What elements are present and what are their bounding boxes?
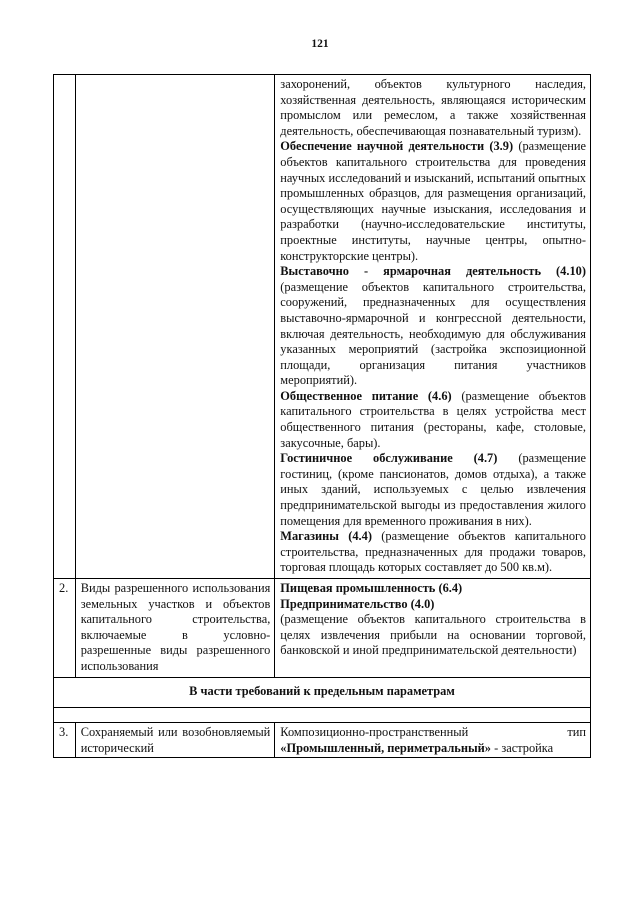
type-name: «Промышленный, периметральный» <box>280 740 491 755</box>
paragraph-text: (размещение объектов капитального строительства для проведения научных исследований и изысканий, испытаний опытных промышленных образцов, для размещения организаций, осуществляющих научные изыскания, исследования и разработки (научно-исследовательские институты, проектные институты, научные центры, опытно-конструкторские центры). <box>280 139 586 263</box>
row-description-text <box>280 725 586 755</box>
use-type-title: Магазины (4.4) <box>280 529 372 544</box>
spacer-cell <box>54 708 591 723</box>
row-name-text: Сохраняемый или возобновляемый исторический <box>80 725 271 755</box>
table-row-3 <box>54 723 591 758</box>
paragraph-text: Композиционно-пространственный тип <box>280 725 586 740</box>
row-number-cell <box>54 75 76 579</box>
row-number-cell: 3. <box>54 723 76 758</box>
paragraph-text: (размещение объектов капитального строительства, предназначенных для продажи товаров, торговая площадь которых составляет до 500 кв.м). <box>280 529 586 575</box>
paragraph-text: (размещение объектов капитального строительства, сооружений, предназначенных для осуществления выставочно-ярмарочной и конгрессной деятельности, включая деятельность, необходимую для обслуживания указанных мероприятий (застройка экспозиционной площади, организация питания участников мероприятий). <box>280 279 586 388</box>
row-number-cell: 2. <box>54 579 76 678</box>
spacer-row <box>54 708 591 723</box>
row-name-cell <box>75 75 275 579</box>
row-description-cell <box>275 723 591 758</box>
use-type-title: Пищевая промышленность (6.4) <box>280 581 463 595</box>
row-description-cell <box>275 75 591 579</box>
section-header-row <box>54 677 591 708</box>
page-number: 121 <box>311 38 329 50</box>
paragraph-text: - застройка <box>491 740 554 755</box>
section-header: В части требований к предельным параметрам <box>54 677 591 708</box>
description-paragraph <box>280 77 586 139</box>
paragraph-text: (размещение объектов капитального строительства в целях устройства мест общественного питания (рестораны, кафе, столовые, закусочные, бары). <box>280 388 586 450</box>
use-type-title: Общественное питание (4.6) <box>280 388 452 403</box>
use-type-title: Гостиничное обслуживание (4.7) <box>280 451 498 466</box>
row-name-cell <box>75 723 275 758</box>
regulation-table <box>53 74 591 758</box>
row-description-cell <box>275 579 591 678</box>
table-row-continuation <box>54 75 591 579</box>
row-name-cell: Виды разрешенного использования земельных участков и объектов капитального строительства, включаемые в условно-разрешенные виды разрешенного использования <box>75 579 275 678</box>
table-row-2 <box>54 579 591 678</box>
use-type-title: Выставочно - ярмарочная деятельность (4.10) <box>280 264 586 279</box>
description-paragraph <box>280 139 586 264</box>
description-paragraph <box>280 389 586 451</box>
use-type-title: Обеспечение научной деятельности (3.9) <box>280 139 514 154</box>
use-type-title: Предпринимательство (4.0) <box>280 596 435 611</box>
description-paragraph <box>280 264 586 389</box>
description-paragraph <box>280 451 586 529</box>
paragraph-text: (размещение гостиниц, (кроме пансионатов, домов отдыха), а также иных зданий, используемых с целью извлечения предпринимательской выгоды из предоставления жилого помещения для временного проживания в них). <box>280 451 587 528</box>
paragraph-text: (размещение объектов капитального строительства в целях извлечения прибыли на основании торговой, банковской и иной предпринимательской деятельности) <box>280 612 586 658</box>
paragraph-text: захоронений, объектов культурного наследия, хозяйственная деятельность, являющаяся историческим промыслом или ремеслом, а также хозяйственная деятельность, обеспечивающая познавательный туризм). <box>280 77 586 138</box>
description-paragraph <box>280 529 586 576</box>
